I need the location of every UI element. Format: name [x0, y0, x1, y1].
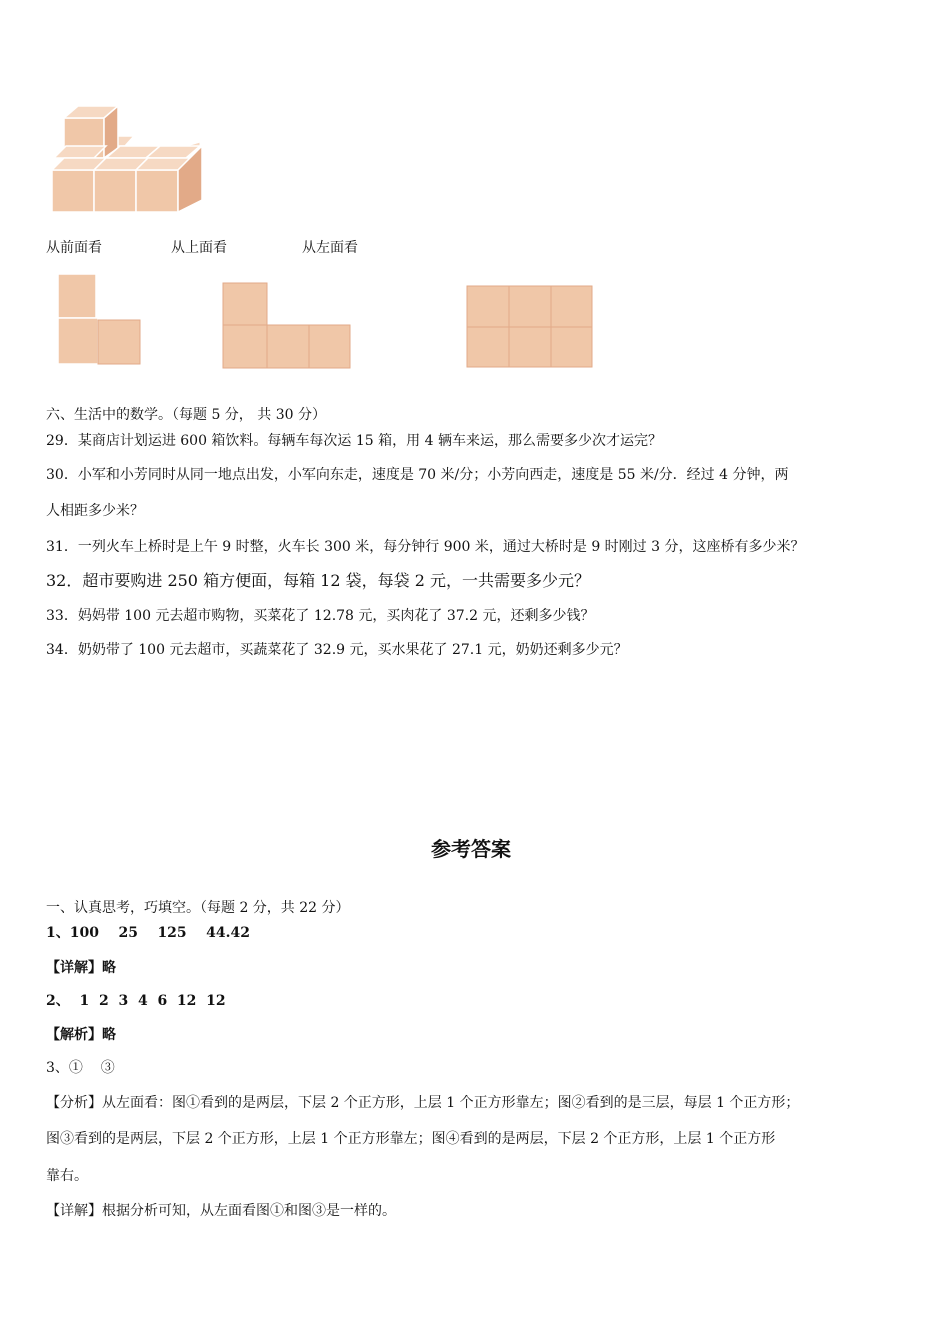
answer-2-detail: 【解析】略 [46, 1027, 116, 1043]
answer-3-analysis-line1: 【分析】从左面看：图①看到的是两层，下层 2 个正方形，上层 1 个正方形靠左；图②看到的是三层，每层 1 个正方形； [46, 1095, 800, 1111]
answer-3: 3、① ③ [46, 1060, 115, 1076]
answer-3-analysis-line2: 图③看到的是两层，下层 2 个正方形，上层 1 个正方形靠左；图④看到的是两层，下层 2 个正方形，上层 1 个正方形 [46, 1131, 776, 1147]
answer-2: 2、 1 2 3 4 6 12 12 [46, 993, 226, 1009]
answer-3-detail: 【详解】根据分析可知，从左面看图①和图③是一样的。 [46, 1203, 396, 1219]
section6-title: 六、生活中的数学。（每题 5 分， 共 30 分） [46, 407, 326, 423]
left-view-drawing [466, 285, 594, 369]
question-32: 32．超市要购进 250 箱方便面，每箱 12 袋，每袋 2 元，一共需要多少元？ [46, 571, 590, 590]
view-label-front: 从前面看 [46, 240, 102, 256]
answer-1: 1、100 25 125 44.42 [46, 925, 250, 941]
front-view-drawing [56, 272, 142, 366]
answers-title: 参考答案 [431, 837, 511, 861]
answers-section1-title: 一、认真思考，巧填空。（每题 2 分，共 22 分） [46, 900, 350, 916]
question-30-line2: 人相距多少米？ [46, 503, 144, 519]
top-view-drawing [222, 282, 352, 370]
question-33: 33．妈妈带 100 元去超市购物，买菜花了 12.78 元，买肉花了 37.2 元，还剩多少钱？ [46, 608, 595, 624]
question-34: 34．奶奶带了 100 元去超市，买蔬菜花了 32.9 元，买水果花了 27.1 元，奶奶还剩多少元？ [46, 642, 628, 658]
view-label-left: 从左面看 [302, 240, 358, 256]
cube-stack-figure [50, 104, 206, 214]
question-30-line1: 30．小军和小芳同时从同一地点出发，小军向东走，速度是 70 米/分；小芳向西走，速度是 55 米/分．经过 4 分钟，两 [46, 467, 789, 483]
view-label-top: 从上面看 [171, 240, 227, 256]
question-29: 29．某商店计划运进 600 箱饮料。每辆车每次运 15 箱，用 4 辆车来运，那么需要多少次才运完？ [46, 433, 662, 449]
answer-3-analysis-line3: 靠右。 [46, 1168, 88, 1184]
answer-1-detail: 【详解】略 [46, 960, 116, 976]
question-31: 31．一列火车上桥时是上午 9 时整，火车长 300 米，每分钟行 900 米，通过大桥时是 9 时刚过 3 分，这座桥有多少米？ [46, 539, 805, 555]
